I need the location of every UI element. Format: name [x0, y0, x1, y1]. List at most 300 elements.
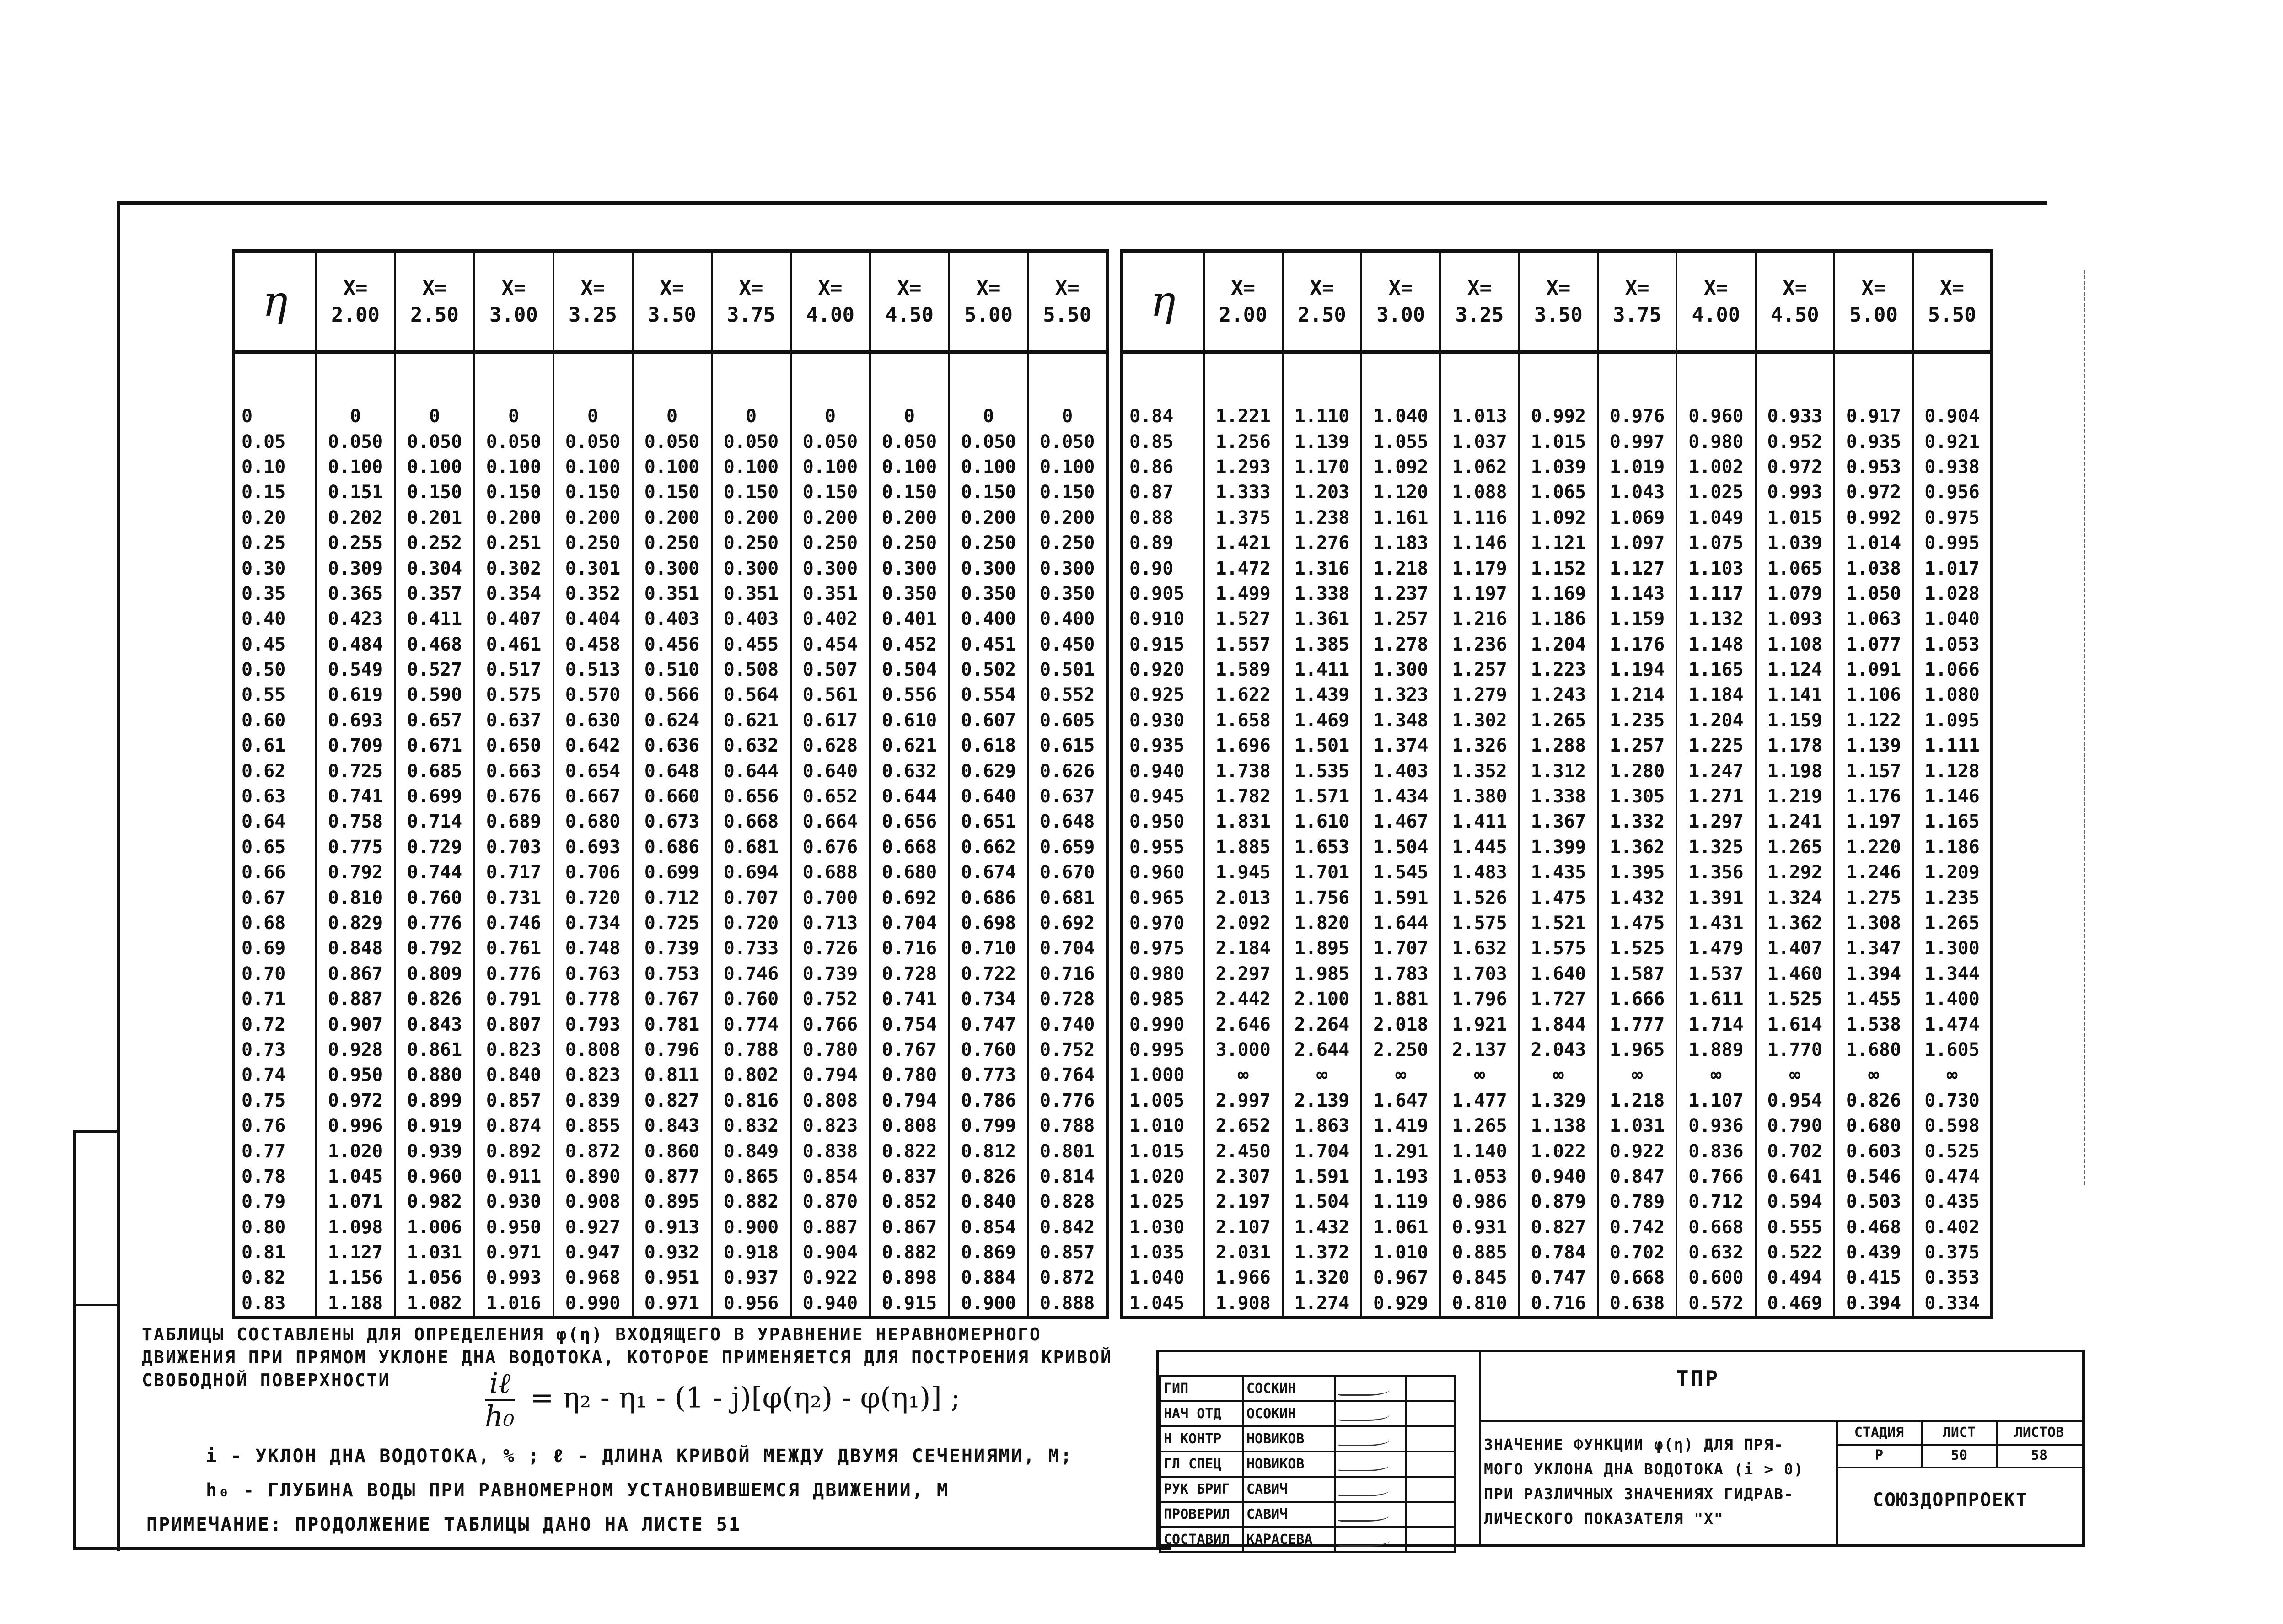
phi-value-cell: 0.250 — [633, 531, 712, 556]
table-row — [1122, 632, 1992, 657]
eta-value-cell: 0.10 — [234, 455, 316, 480]
phi-value-cell: 0.603 — [1834, 1139, 1913, 1164]
phi-value-cell: 1.069 — [1598, 505, 1676, 531]
phi-value-cell: 1.108 — [1756, 632, 1834, 657]
phi-value-cell: 0.794 — [791, 1063, 870, 1088]
phi-value-cell: 1.045 — [316, 1164, 395, 1189]
phi-value-cell: 1.362 — [1756, 911, 1834, 936]
eta-value-cell: 0.915 — [1122, 632, 1204, 657]
table-row — [234, 657, 1107, 683]
phi-value-cell: 1.591 — [1283, 1164, 1361, 1189]
phi-value-cell: 1.276 — [1283, 531, 1361, 556]
phi-value-cell: 1.399 — [1519, 835, 1598, 860]
table-row — [234, 455, 1107, 480]
eta-value-cell: 0.940 — [1122, 758, 1204, 784]
phi-value-cell: 0.951 — [633, 1265, 712, 1291]
table-row — [1122, 556, 1992, 581]
phi-value-cell: 0.855 — [553, 1113, 633, 1139]
phi-value-cell: 1.002 — [1676, 455, 1755, 480]
phi-value-cell: 1.235 — [1598, 708, 1676, 733]
phi-value-cell: 2.092 — [1204, 911, 1283, 936]
table-row — [1122, 733, 1992, 758]
phi-value-cell: 0.407 — [474, 607, 553, 632]
phi-value-cell: 2.307 — [1204, 1164, 1283, 1189]
x-label: X= — [1783, 276, 1807, 300]
x-column-header — [1834, 251, 1913, 352]
phi-value-cell: 0.455 — [712, 632, 791, 657]
phi-value-cell: 0.975 — [1913, 505, 1992, 531]
phi-value-cell: 1.391 — [1676, 885, 1755, 910]
eta-value-cell: 0.73 — [234, 1038, 316, 1063]
table-row — [234, 911, 1107, 936]
phi-value-cell: 0.676 — [791, 835, 870, 860]
x-label: X= — [1703, 276, 1728, 300]
signature-row — [1160, 1376, 1455, 1401]
name-cell: НОВИКОВ — [1243, 1426, 1335, 1452]
table-row — [234, 962, 1107, 987]
phi-value-cell: 1.403 — [1361, 758, 1440, 784]
date-cell — [1406, 1527, 1455, 1552]
phi-value-cell: 1.053 — [1913, 632, 1992, 657]
eta-value-cell: 1.020 — [1122, 1164, 1204, 1189]
phi-value-cell: 0.050 — [712, 429, 791, 454]
table-row — [1122, 758, 1992, 784]
equation-numerator: iℓ — [485, 1368, 515, 1401]
phi-value-cell: 0.200 — [633, 505, 712, 531]
table-row — [234, 1291, 1107, 1318]
phi-value-cell: 0.887 — [791, 1215, 870, 1240]
eta-value-cell: 0.83 — [234, 1291, 316, 1318]
phi-value-cell: 0.640 — [949, 784, 1028, 809]
phi-value-cell: 1.278 — [1361, 632, 1440, 657]
phi-value-cell: 0.992 — [1834, 505, 1913, 531]
phi-value-cell: 0.928 — [316, 1038, 395, 1063]
phi-value-cell: 0.810 — [1440, 1291, 1519, 1318]
phi-value-cell: 0.699 — [633, 860, 712, 885]
table-row — [1122, 885, 1992, 910]
phi-value-cell: 0.810 — [316, 885, 395, 910]
x-value: 5.50 — [1928, 303, 1977, 327]
phi-value-cell: 0.816 — [712, 1088, 791, 1113]
phi-value-cell: 1.367 — [1519, 809, 1598, 834]
phi-value-cell: 1.223 — [1519, 657, 1598, 683]
phi-value-cell: 0.450 — [1028, 632, 1107, 657]
phi-value-cell: 0.200 — [791, 505, 870, 531]
phi-value-cell: 1.483 — [1440, 860, 1519, 885]
eta-value-cell: 0.78 — [234, 1164, 316, 1189]
phi-value-cell: 0.960 — [395, 1164, 474, 1189]
phi-value-cell: 1.194 — [1598, 657, 1676, 683]
phi-value-cell: 0.915 — [870, 1291, 949, 1318]
phi-value-cell: 0.100 — [474, 455, 553, 480]
table-row — [1122, 1012, 1992, 1037]
phi-value-cell: 0.739 — [633, 936, 712, 961]
phi-value-cell: 0.776 — [395, 911, 474, 936]
phi-value-cell: 0.826 — [949, 1164, 1028, 1189]
phi-value-cell: 1.704 — [1283, 1139, 1361, 1164]
phi-value-cell: 0.748 — [553, 936, 633, 961]
phi-value-cell: 0.619 — [316, 683, 395, 708]
x-label: X= — [660, 276, 684, 300]
drawing-title-line: МОГО УКЛОНА ДНА ВОДОТОКА (i > 0) — [1484, 1460, 1804, 1478]
phi-value-cell: 0.554 — [949, 683, 1028, 708]
phi-value-cell: 0.556 — [870, 683, 949, 708]
phi-value-cell: 0.874 — [474, 1113, 553, 1139]
phi-value-cell: 1.020 — [316, 1139, 395, 1164]
phi-value-cell: 1.756 — [1283, 885, 1361, 910]
phi-value-cell: 1.247 — [1676, 758, 1755, 784]
table-row — [234, 480, 1107, 505]
table-row — [234, 683, 1107, 708]
eta-value-cell: 0 — [234, 404, 316, 429]
phi-value-cell: 0.900 — [949, 1291, 1028, 1318]
phi-value-cell: 1.157 — [1834, 758, 1913, 784]
phi-value-cell: 1.288 — [1519, 733, 1598, 758]
phi-value-cell: 0.636 — [633, 733, 712, 758]
phi-value-cell: 1.218 — [1361, 556, 1440, 581]
phi-value-cell: 1.106 — [1834, 683, 1913, 708]
phi-value-cell: 1.374 — [1361, 733, 1440, 758]
phi-value-cell: 0.922 — [1598, 1139, 1676, 1164]
phi-value-cell: 0.671 — [395, 733, 474, 758]
table-row — [1122, 683, 1992, 708]
eta-value-cell: 0.05 — [234, 429, 316, 454]
phi-value-cell: 0.986 — [1440, 1189, 1519, 1215]
phi-value-cell: 1.013 — [1440, 404, 1519, 429]
table-row — [1122, 480, 1992, 505]
spacer-cell — [234, 352, 316, 404]
phi-value-cell: 0.968 — [553, 1265, 633, 1291]
phi-value-cell: 0.656 — [870, 809, 949, 834]
phi-value-cell: 0.702 — [1756, 1139, 1834, 1164]
phi-value-cell: 1.525 — [1756, 987, 1834, 1012]
note-line-3: СВОБОДНОЙ ПОВЕРХНОСТИ — [142, 1370, 391, 1390]
phi-value-cell: 0.632 — [1676, 1240, 1755, 1265]
table-row — [234, 885, 1107, 910]
phi-value-cell: 0.950 — [474, 1215, 553, 1240]
eta-value-cell: 0.75 — [234, 1088, 316, 1113]
phi-value-cell: 1.796 — [1440, 987, 1519, 1012]
phi-value-cell: 2.100 — [1283, 987, 1361, 1012]
phi-value-cell: 1.499 — [1204, 581, 1283, 607]
date-cell — [1406, 1502, 1455, 1527]
signature-row — [1160, 1502, 1455, 1527]
phi-value-cell: ∞ — [1756, 1063, 1834, 1088]
phi-value-cell: 0.788 — [712, 1038, 791, 1063]
phi-value-cell: 0.642 — [553, 733, 633, 758]
phi-value-cell: 0.513 — [553, 657, 633, 683]
date-cell — [1406, 1477, 1455, 1502]
phi-value-cell: 1.395 — [1598, 860, 1676, 885]
phi-value-cell: 0.725 — [316, 758, 395, 784]
phi-value-cell: 0.689 — [474, 809, 553, 834]
phi-value-cell: 0.982 — [395, 1189, 474, 1215]
phi-value-cell: 1.110 — [1283, 404, 1361, 429]
phi-value-cell: 1.475 — [1519, 885, 1598, 910]
phi-value-cell: 0.644 — [870, 784, 949, 809]
phi-value-cell: 1.246 — [1834, 860, 1913, 885]
phi-value-cell: 1.204 — [1676, 708, 1755, 733]
eta-value-cell: 0.82 — [234, 1265, 316, 1291]
phi-value-cell: 0.930 — [474, 1189, 553, 1215]
phi-value-cell: 1.333 — [1204, 480, 1283, 505]
phi-value-cell: 0.703 — [474, 835, 553, 860]
phi-value-cell: 0.823 — [553, 1063, 633, 1088]
x-column-header — [949, 251, 1028, 352]
x-label: X= — [1310, 276, 1334, 300]
sheet-number: 50 — [1950, 1447, 1968, 1463]
phi-value-cell: 0.704 — [870, 911, 949, 936]
phi-value-cell: 0.150 — [1028, 480, 1107, 505]
table-row — [234, 531, 1107, 556]
signature-cell — [1335, 1401, 1406, 1426]
phi-value-cell: 0.763 — [553, 962, 633, 987]
phi-value-cell: 0.664 — [791, 809, 870, 834]
phi-value-cell: 0.802 — [712, 1063, 791, 1088]
phi-value-cell: 2.997 — [1204, 1088, 1283, 1113]
phi-value-cell: 1.097 — [1598, 531, 1676, 556]
phi-value-cell: 1.141 — [1756, 683, 1834, 708]
handwritten-signature — [1338, 1381, 1393, 1396]
eta-value-cell: 0.63 — [234, 784, 316, 809]
phi-value-cell: 0.686 — [949, 885, 1028, 910]
phi-value-cell: 1.161 — [1361, 505, 1440, 531]
phi-value-cell: 1.329 — [1519, 1088, 1598, 1113]
phi-value-cell: 1.039 — [1519, 455, 1598, 480]
phi-value-cell: 0.728 — [870, 962, 949, 987]
spacer-cell — [1913, 352, 1992, 404]
eta-value-cell: 0.65 — [234, 835, 316, 860]
phi-value-cell: 1.091 — [1834, 657, 1913, 683]
phi-value-cell: 1.707 — [1361, 936, 1440, 961]
phi-value-cell: 1.006 — [395, 1215, 474, 1240]
phi-value-cell: 1.844 — [1519, 1012, 1598, 1037]
x-label: X= — [1467, 276, 1492, 300]
spacer-cell — [949, 352, 1028, 404]
phi-value-cell: 1.501 — [1283, 733, 1361, 758]
phi-value-cell: 0.792 — [316, 860, 395, 885]
phi-value-cell: 1.279 — [1440, 683, 1519, 708]
phi-value-cell: 0.667 — [553, 784, 633, 809]
phi-value-cell: 0.702 — [1598, 1240, 1676, 1265]
phi-value-cell: 0.621 — [870, 733, 949, 758]
phi-value-cell: 0.300 — [791, 556, 870, 581]
phi-value-cell: 0.546 — [1834, 1164, 1913, 1189]
table-row — [234, 1164, 1107, 1189]
phi-value-cell: 0.300 — [949, 556, 1028, 581]
phi-value-cell: 1.305 — [1598, 784, 1676, 809]
phi-value-cell: 1.071 — [316, 1189, 395, 1215]
phi-table-left — [232, 249, 1109, 1319]
phi-value-cell: 1.432 — [1598, 885, 1676, 910]
eta-value-cell: 0.995 — [1122, 1038, 1204, 1063]
title-block-hline — [1479, 1420, 2083, 1422]
x-column-header — [474, 251, 553, 352]
handwritten-signature — [1338, 1406, 1393, 1421]
table-row — [234, 429, 1107, 454]
phi-value-cell: 1.065 — [1519, 480, 1598, 505]
phi-value-cell: 1.025 — [1676, 480, 1755, 505]
phi-value-cell: 0.947 — [553, 1240, 633, 1265]
phi-value-cell: 0.699 — [395, 784, 474, 809]
phi-value-cell: 1.297 — [1676, 809, 1755, 834]
phi-value-cell: 0.150 — [395, 480, 474, 505]
phi-value-cell: 1.352 — [1440, 758, 1519, 784]
phi-value-cell: 0.913 — [633, 1215, 712, 1240]
phi-value-cell: 1.421 — [1204, 531, 1283, 556]
eta-value-cell: 0.66 — [234, 860, 316, 885]
phi-value-cell: 0 — [949, 404, 1028, 429]
x-value: 4.50 — [885, 303, 934, 327]
eta-value-cell: 1.040 — [1122, 1265, 1204, 1291]
phi-value-cell: 0.808 — [870, 1113, 949, 1139]
phi-value-cell: 0.728 — [1028, 987, 1107, 1012]
phi-value-cell: 0.880 — [395, 1063, 474, 1088]
phi-value-cell: 0.725 — [633, 911, 712, 936]
header-row — [1122, 251, 1992, 352]
eta-column-header: η — [234, 251, 316, 352]
x-value: 2.00 — [331, 303, 380, 327]
phi-value-cell: 0.907 — [316, 1012, 395, 1037]
phi-value-cell: 1.037 — [1440, 429, 1519, 454]
equation-denominator: h₀ — [485, 1399, 515, 1433]
table-row — [234, 708, 1107, 733]
x-column-header — [1283, 251, 1361, 352]
phi-value-cell: 0.600 — [1676, 1265, 1755, 1291]
phi-value-cell: ∞ — [1598, 1063, 1676, 1088]
table-row — [1122, 936, 1992, 961]
role-cell: Н КОНТР — [1160, 1426, 1243, 1452]
signature-table — [1159, 1375, 1456, 1553]
phi-value-cell: 0.676 — [474, 784, 553, 809]
phi-value-cell: 2.139 — [1283, 1088, 1361, 1113]
eta-value-cell: 0.910 — [1122, 607, 1204, 632]
x-value: 3.50 — [648, 303, 696, 327]
phi-value-cell: 0.716 — [1519, 1291, 1598, 1318]
eta-value-cell: 0.60 — [234, 708, 316, 733]
table-row — [234, 1063, 1107, 1088]
phi-value-cell: 0.549 — [316, 657, 395, 683]
phi-value-cell: 0.468 — [1834, 1215, 1913, 1240]
eta-value-cell: 0.945 — [1122, 784, 1204, 809]
drawing-title-line: ЛИЧЕСКОГО ПОКАЗАТЕЛЯ "X" — [1484, 1510, 1724, 1527]
spacer-cell — [1122, 352, 1204, 404]
phi-value-cell: 1.121 — [1519, 531, 1598, 556]
phi-value-cell: 1.411 — [1283, 657, 1361, 683]
phi-value-cell: 0.840 — [474, 1063, 553, 1088]
eta-value-cell: 0.15 — [234, 480, 316, 505]
phi-value-cell: 0.202 — [316, 505, 395, 531]
phi-value-cell: 1.019 — [1598, 455, 1676, 480]
phi-value-cell: 0.775 — [316, 835, 395, 860]
phi-value-cell: 1.347 — [1834, 936, 1913, 961]
phi-value-cell: 0.637 — [1028, 784, 1107, 809]
phi-value-cell: 0.752 — [791, 987, 870, 1012]
phi-value-cell: 0.807 — [474, 1012, 553, 1037]
table-row — [234, 1038, 1107, 1063]
table-row — [234, 733, 1107, 758]
table-row — [1122, 1063, 1992, 1088]
phi-value-cell: 1.138 — [1519, 1113, 1598, 1139]
phi-value-cell: 1.300 — [1913, 936, 1992, 961]
phi-value-cell: 1.122 — [1834, 708, 1913, 733]
table-row — [234, 835, 1107, 860]
eta-value-cell: 1.035 — [1122, 1240, 1204, 1265]
phi-value-cell: 1.107 — [1676, 1088, 1755, 1113]
phi-value-cell: 0.100 — [553, 455, 633, 480]
phi-value-cell: 0.704 — [1028, 936, 1107, 961]
phi-value-cell: 0.879 — [1519, 1189, 1598, 1215]
x-column-header — [1598, 251, 1676, 352]
phi-value-cell: 0.250 — [791, 531, 870, 556]
phi-value-cell: 0.654 — [553, 758, 633, 784]
handwritten-signature — [1338, 1481, 1393, 1496]
phi-value-cell: 0.698 — [949, 911, 1028, 936]
eta-value-cell: 1.010 — [1122, 1113, 1204, 1139]
phi-value-cell: 1.031 — [1598, 1113, 1676, 1139]
phi-value-cell: 1.587 — [1598, 962, 1676, 987]
phi-value-cell: 0.706 — [553, 860, 633, 885]
phi-value-cell: 0.940 — [791, 1291, 870, 1318]
phi-value-cell: 0.877 — [633, 1164, 712, 1189]
phi-value-cell: 1.165 — [1913, 809, 1992, 834]
eta-value-cell: 0.89 — [1122, 531, 1204, 556]
series-code: ТПР — [1676, 1366, 1720, 1391]
eta-value-cell: 0.86 — [1122, 455, 1204, 480]
note-line-1: ТАБЛИЦЫ СОСТАВЛЕНЫ ДЛЯ ОПРЕДЕЛЕНИЯ φ(η) ВХОДЯЩЕГО В УРАВНЕНИЕ НЕРАВНОМЕРНОГО — [142, 1324, 1042, 1344]
phi-value-cell: 0.840 — [949, 1189, 1028, 1215]
phi-value-cell: 0.357 — [395, 581, 474, 607]
phi-value-cell: 1.265 — [1440, 1113, 1519, 1139]
table-row — [234, 1139, 1107, 1164]
eta-value-cell: 0.90 — [1122, 556, 1204, 581]
x-label: X= — [343, 276, 368, 300]
binding-stub-divider — [73, 1304, 118, 1306]
role-cell: ГЛ СПЕЦ — [1160, 1452, 1243, 1477]
phi-value-cell: 0.050 — [553, 429, 633, 454]
phi-value-cell: 0.936 — [1676, 1113, 1755, 1139]
phi-value-cell: 1.658 — [1204, 708, 1283, 733]
phi-value-cell: 1.881 — [1361, 987, 1440, 1012]
phi-value-cell: 0.630 — [553, 708, 633, 733]
phi-value-cell: 0.651 — [949, 809, 1028, 834]
phi-value-cell: 1.062 — [1440, 455, 1519, 480]
x-label: X= — [818, 276, 843, 300]
phi-value-cell: 1.575 — [1440, 911, 1519, 936]
phi-value-cell: 2.013 — [1204, 885, 1283, 910]
phi-value-cell: 0.900 — [712, 1215, 791, 1240]
phi-value-cell: 0.150 — [712, 480, 791, 505]
phi-value-cell: 1.782 — [1204, 784, 1283, 809]
phi-value-cell: 1.885 — [1204, 835, 1283, 860]
phi-value-cell: 1.028 — [1913, 581, 1992, 607]
eta-value-cell: 0.30 — [234, 556, 316, 581]
phi-value-cell: 1.610 — [1283, 809, 1361, 834]
phi-value-cell: 0.857 — [474, 1088, 553, 1113]
phi-value-cell: 0.350 — [870, 581, 949, 607]
spacer-cell — [1204, 352, 1283, 404]
phi-value-cell: 0.867 — [316, 962, 395, 987]
x-label: X= — [1625, 276, 1649, 300]
phi-value-cell: 0.150 — [474, 480, 553, 505]
phi-value-cell: 0.354 — [474, 581, 553, 607]
phi-value-cell: 0.993 — [1756, 480, 1834, 505]
phi-value-cell: 0.956 — [1913, 480, 1992, 505]
phi-value-cell: 1.479 — [1676, 936, 1755, 961]
phi-table-right-header — [1122, 251, 1992, 352]
phi-value-cell: 0.300 — [870, 556, 949, 581]
role-cell: СОСТАВИЛ — [1160, 1527, 1243, 1552]
